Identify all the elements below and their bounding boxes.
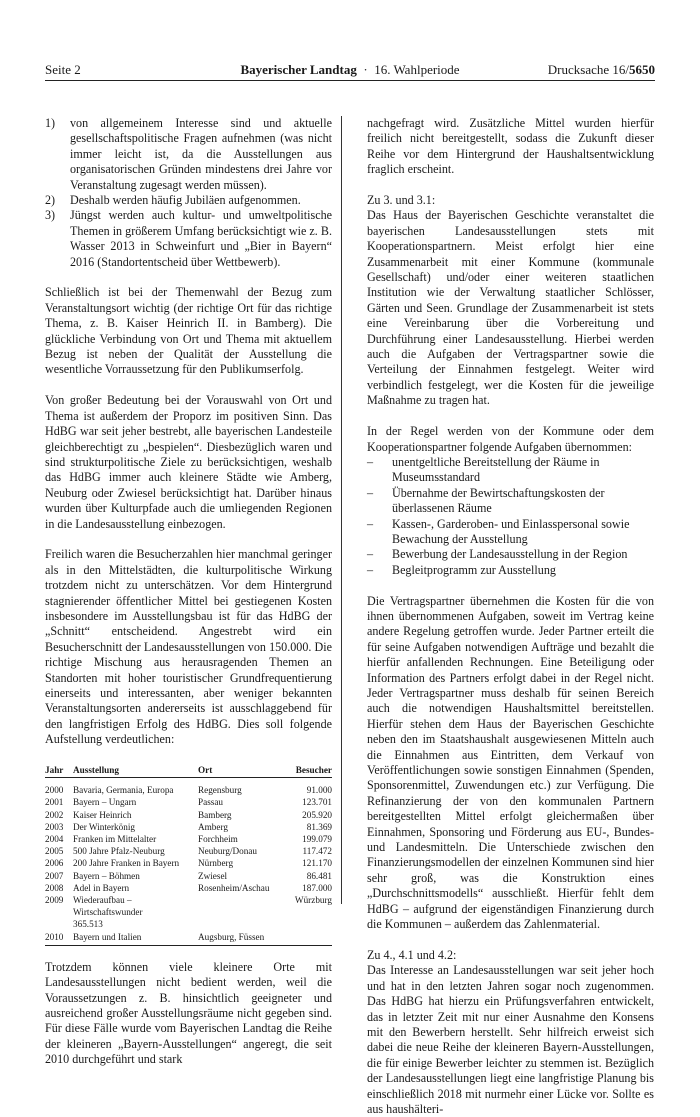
list-item: – Kassen-, Garderoben- und Einlasspersonal sowie Bewachung der Ausstellung <box>367 517 654 548</box>
list-item <box>45 116 332 193</box>
column-divider <box>341 116 342 904</box>
table-row <box>45 857 332 869</box>
list-text: Deshalb werden häufig Jubiläen aufgenommen. <box>70 193 301 208</box>
cell-visitors: 121.170 <box>302 858 332 869</box>
exhibition-table <box>45 763 332 946</box>
cell-place: Neuburg/Donau <box>198 846 258 857</box>
paragraph: Die Vertragspartner übernehmen die Kosten für die von ihnen übernommenen Aufgaben, soweit im Vertrag keine andere Regelung getroffen wurde. Jeder Partner erteilt die für seine Aufgaben notwendigen Aufträge und bezahlt die hierfür anfallenden Rechnungen. Eine Beteiligung oder Information des Partners erfolgt dabei in der Regel nicht. Jeder Vertragspartner muss deshalb für seinen Bereich auch die notwendigen Haushaltsmittel bereitstellen. Hierfür stehen dem Haus der Bayerischen Geschichte neben den im Staatshaushalt ausgewiesenen Mitteln auch die Einnahmen aus Eintritten, dem Verkauf von Veröffentlichungen sowie sonstigen Einnahmen (Spenden, Sponsorenmittel, Zuwendungen etc.) zur Verfügung. Die Refinanzierung der von den kommunalen Partnern bereitgestellten Mittel erfolgt gleichermaßen über Einnahmen, Sponsoring und Förderung aus EU-, Bundes- und Landesmitteln. Die Unterschiede zwischen den Finanzierungsmodellen der einzelnen Kommunen sind hier sehr groß, was die Konstruktion eines „Durchschnittsmodells“ ausschließt. Hierfür fehlt dem HdBG – aufgrund der eigenständigen Finanzierung durch die Kommunen – außerdem das Zahlenmaterial. <box>367 593 654 932</box>
list-number: 1) <box>45 116 56 130</box>
document-prefix: Drucksache 16/ <box>547 62 629 77</box>
paragraph: Trotzdem können viele kleinere Orte mit Landesausstellungen nicht bedient werden, weil die Voraussetzungen z. B. hinsichtlich geeigneter und ausreichend großer Ausstellungsräume nicht gegeben sind. Für diese Fälle wurde vom Bayerischen Landtag die Reihe der kleineren „Bayern-Ausstellungen“ angeregt, die seit 2010 durchgeführt und stark <box>45 959 332 1067</box>
cell-year: 2006 <box>45 858 64 869</box>
numbered-list <box>45 116 332 270</box>
column-header-year: Jahr <box>45 763 73 778</box>
table-row <box>45 821 332 833</box>
table-row <box>45 809 332 821</box>
cell-exhibition: Der Winterkönig <box>73 821 135 832</box>
section-heading: Zu 4., 4.1 und 4.2: <box>367 947 457 962</box>
cell-year: 2009 <box>45 895 64 906</box>
cell-exhibition: Bayern – Böhmen <box>73 870 140 881</box>
cell-place: Augsburg, Füssen <box>198 931 332 946</box>
paragraph: Schließlich ist bei der Themenwahl der Bezug zum Veranstaltungsort wichtig (der richtige Ort für das richtige Thema, z. B. Kaiser Heinrich II. in Bamberg). Die glückliche Verbindung von Ort und Thema mit aktuellem Bezug ist neben der Qualität der Ausstellung die wesentliche Vorraussetzung für den Publikumserfolg. <box>45 285 332 377</box>
list-item <box>45 208 332 270</box>
cell-year: 2010 <box>45 931 73 946</box>
cell-year: 2007 <box>45 870 64 881</box>
right-column <box>367 116 654 1117</box>
left-column <box>45 116 332 1083</box>
cell-visitors: 81.369 <box>306 821 332 832</box>
table-row <box>45 778 332 797</box>
cell-exhibition: Kaiser Heinrich <box>73 809 132 820</box>
cell-place: Amberg <box>198 821 228 832</box>
page-number: Seite 2 <box>45 62 81 77</box>
cell-exhibition: Bayern und Italien <box>73 931 198 946</box>
section-heading: Zu 3. und 3.1: <box>367 193 436 208</box>
table-row <box>45 845 332 857</box>
paragraph: Freilich waren die Besucherzahlen hier manchmal geringer als in den Mittelstädten, die kulturpolitische Wirkung trotzdem nicht zu unterschätzen. Vor dem Hintergrund stagnierender öffentlicher Mittel bei gestiegenen Kosten insbesondere im Ausstellungsbau ist für das HdBG der „Schnitt“ entscheidend. Angestrebt wird ein Besucherschnitt der Landesausstellungen von 150.000. Die richtige Mischung aus herausragenden Themen an Standorten mit hoher touristischer Grundfrequentierung einerseits und interessanten, aber weniger bekannten Veranstaltungsorten andererseits ist ausschlaggebend für den langfristigen Erfolg des HdBG. Dies soll folgende Aufstellung verdeutlichen: <box>45 547 332 747</box>
cell-exhibition: 500 Jahre Pfalz-Neuburg <box>73 846 165 857</box>
task-list <box>367 455 654 578</box>
cell-visitors: 123.701 <box>302 797 332 808</box>
cell-place: Bamberg <box>198 809 232 820</box>
list-item: – Übernahme der Bewirtschaftungskosten der überlassenen Räume <box>367 486 654 517</box>
table-row <box>45 870 332 882</box>
legislative-period: 16. Wahlperiode <box>374 62 460 77</box>
column-header-place: Ort <box>198 763 282 778</box>
list-item: – unentgeltliche Bereitstellung der Räume in Museumsstandard <box>367 455 654 486</box>
cell-visitors: 91.000 <box>306 785 332 796</box>
cell-place: Regensburg <box>198 785 242 796</box>
page-header <box>45 62 655 81</box>
paragraph: Das Interesse an Landesausstellungen war seit jeher hoch und hat in den letzten Jahren sogar noch zugenommen. Das HdBG hat hierzu ein Prüfungsverfahren entwickelt, das in letzter Zeit mit nur einer Ausnahme den Konsens mit den Bewerbern herstellt. Sehr hilfreich erweist sich dabei die neue Reihe der kleineren Bayern-Ausstellungen, die für einige Bewerber leichter zu stemmen ist. Bezüglich der Landesausstellungen liegt eine langfristige Planung bis einschließlich 2018 mit nurmehr einer Lücke vor. Sollte es aus haushälteri- <box>367 963 654 1116</box>
table-row <box>45 882 332 894</box>
cell-place: Passau <box>198 797 224 808</box>
table-row <box>45 931 332 946</box>
cell-visitors: 117.472 <box>302 846 332 857</box>
cell-exhibition: 200 Jahre Franken in Bayern <box>73 858 180 869</box>
cell-year: 2003 <box>45 821 64 832</box>
table-row <box>45 833 332 845</box>
list-text: von allgemeinem Interesse sind und aktuelle gesellschaftspolitische Fragen aufnehmen (was nicht immer leicht ist, da die Ausstellungen aus organisatorischen Gründen mindestens drei Jahre vor Veranstaltung zugesagt werden müssen). <box>70 116 332 192</box>
list-item: – Bewerbung der Landesausstellung in der Region <box>367 547 654 562</box>
list-number: 2) <box>45 193 56 208</box>
cell-year: 2005 <box>45 846 64 857</box>
list-item: – Begleitprogramm zur Ausstellung <box>367 563 654 578</box>
paragraph: In der Regel werden von der Kommune oder dem Kooperationspartner folgende Aufgaben übernommen: <box>367 424 654 454</box>
cell-year: 2004 <box>45 834 64 845</box>
paragraph: nachgefragt wird. Zusätzliche Mittel wurden hierfür freilich nicht bereitgestellt, sodass die Zukunft dieser Reihe vor dem Hintergrund der Haushaltsentwicklung fraglich erscheint. <box>367 116 654 177</box>
cell-year: 2000 <box>45 785 64 796</box>
cell-exhibition-text: Wiederaufbau – Wirtschaftswunder <box>73 895 143 918</box>
document-number: 5650 <box>629 62 655 77</box>
cell-exhibition: Bayern – Ungarn <box>73 797 137 808</box>
cell-visitors: 365.513 <box>73 919 103 930</box>
table-row <box>45 796 332 808</box>
cell-visitors: 199.079 <box>302 834 332 845</box>
table-header-row <box>45 763 332 778</box>
cell-place: Zwiesel <box>198 870 228 881</box>
cell-visitors: 187.000 <box>302 882 332 893</box>
cell-exhibition <box>73 894 198 931</box>
column-header-visitors: Besucher <box>282 763 332 778</box>
cell-visitors: 86.481 <box>306 870 332 881</box>
cell-place: Forchheim <box>198 834 238 845</box>
cell-exhibition: Bavaria, Germania, Europa <box>73 785 174 796</box>
header-separator: · <box>363 62 368 77</box>
cell-place: Nürnberg <box>198 858 234 869</box>
cell-exhibition: Franken im Mittelalter <box>73 834 157 845</box>
cell-visitors: 205.920 <box>302 809 332 820</box>
cell-year: 2001 <box>45 797 64 808</box>
list-item <box>45 193 332 208</box>
cell-year: 2002 <box>45 809 64 820</box>
document-reference <box>548 62 655 78</box>
cell-year: 2008 <box>45 882 64 893</box>
cell-place-spacer <box>198 894 282 931</box>
cell-exhibition: Adel in Bayern <box>73 882 130 893</box>
column-header-exhibition: Ausstellung <box>73 763 198 778</box>
cell-place: Würzburg <box>294 895 332 906</box>
cell-place: Rosenheim/Aschau <box>198 882 270 893</box>
table-row <box>45 894 332 931</box>
institution-name: Bayerischer Landtag <box>240 62 357 77</box>
list-number: 3) <box>45 208 56 223</box>
paragraph: Das Haus der Bayerischen Geschichte veranstaltet die bayerischen Landesausstellungen stets mit Kooperationspartnern. Meist erfolgt hier eine Zusammenarbeit mit einer Kommune (kommunale Gesellschaft) und/oder einer weiteren staatlichen Institution wie der Verwaltung staatlicher Schlösser, Gärten und Seen. Grundlage der Zusammenarbeit ist stets eine Vereinbarung über die Vorbereitung und Durchführung einer Landesausstellung. Hierbei werden auch die Aufgaben der Vertragspartner sowie die Verteilung der Einnahmen festgelegt. Weiter wird verbindlich festgelegt, wer die Kosten für die jeweilige Maßnahme zu tragen hat. <box>367 208 654 408</box>
table-body <box>45 778 332 946</box>
paragraph: Von großer Bedeutung bei der Vorauswahl von Ort und Thema ist außerdem der Proporz im positiven Sinn. Das HdBG war seit jeher bestrebt, alle bayerischen Landesteile gleichberechtigt zu „bespielen“. Diesbezüglich waren und sind strukturpolitische Ziele zu berücksichtigen, weshalb das HdBG immer auch kleinere Städte wie Amberg, Neuburg oder Zwiesel berücksichtigt hat. Darüber hinaus wurden über Kulturpfade auch die umliegenden Regionen in die Landesausstellung einbezogen. <box>45 393 332 531</box>
list-text: Jüngst werden auch kultur- und umweltpolitische Themen in größerem Umfang berücksichtigt wie z. B. Wasser 2013 in Schweinfurt und „Bier in Bayern“ 2016 (Standortentscheid über Wettbewerb). <box>70 208 332 269</box>
